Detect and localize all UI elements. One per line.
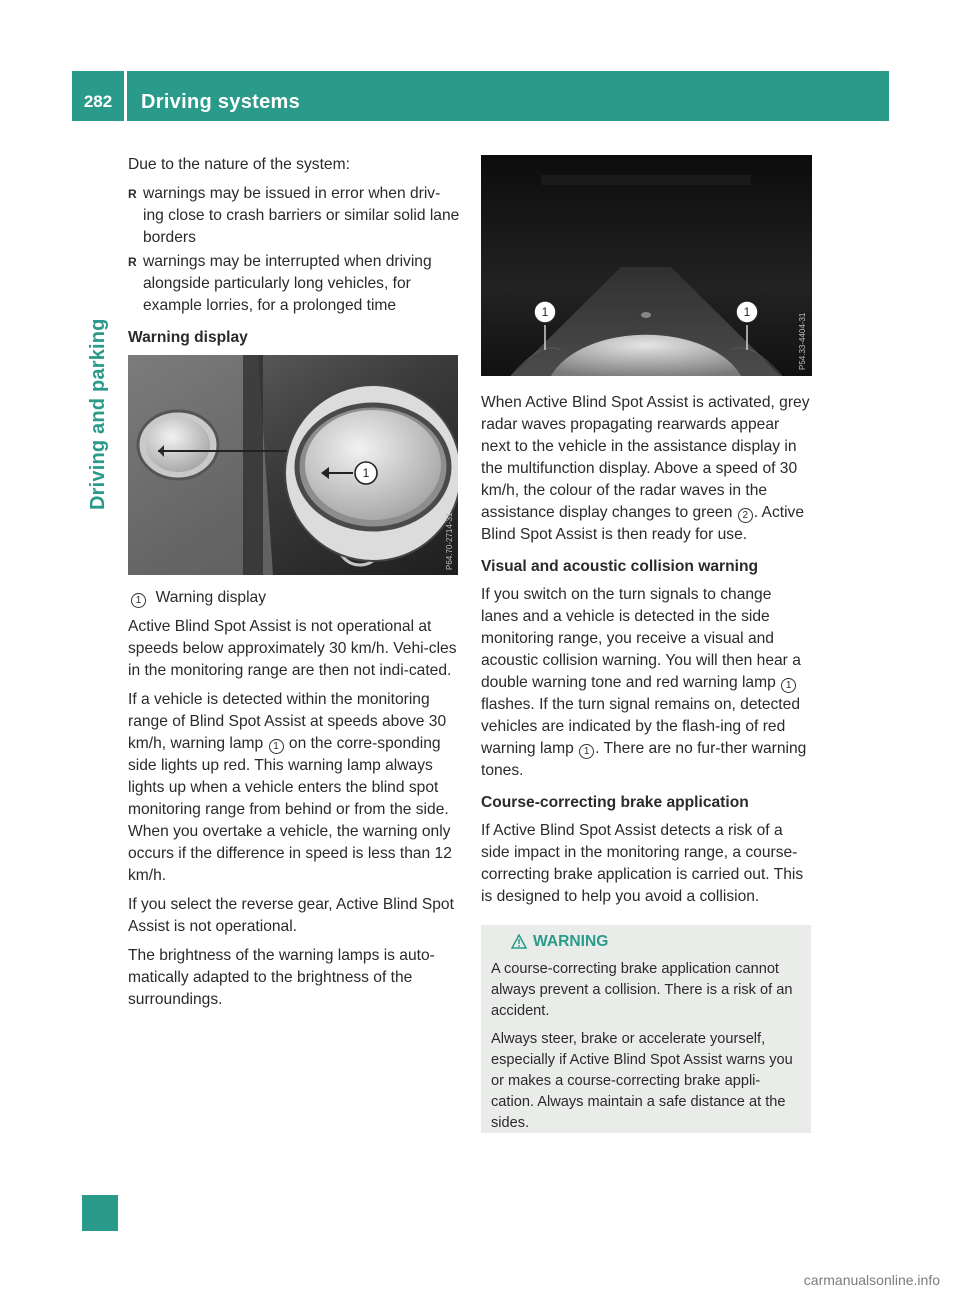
text-span: on the corre-sponding side lights up red. This warning lamp always lights up when a vehicle enters the blind spot monitoring range from behind or from the side. When you overtake a vehicle, the warning only occurs if the difference in speed is less than 12 km/h. xyxy=(128,735,452,884)
bullet-item: R warnings may be issued in error when driv-ing close to crash barriers or similar solid lane borders xyxy=(128,183,460,249)
side-tab-label: Driving and parking xyxy=(87,318,109,510)
mirror-figure xyxy=(128,355,458,575)
right-column xyxy=(481,392,812,915)
text-span: . Active Blind Spot Assist is then ready for use. xyxy=(481,504,805,543)
header-divider xyxy=(124,71,127,121)
callout-number: 1 xyxy=(269,739,284,754)
text-span: flashes. If the turn signal remains on, detected vehicles are indicated by the flash-ing of red warning lamp xyxy=(481,696,800,757)
page-number: 282 xyxy=(83,92,113,111)
paragraph xyxy=(481,584,812,782)
text-span: If you switch on the turn signals to change lanes and a vehicle is detected in the side monitoring range, you receive a visual and acoustic collision warning. You will then hear a double warning tone and red warning lamp xyxy=(481,586,801,691)
text-span: When Active Blind Spot Assist is activated, grey radar waves propagating rearwards appear next to the vehicle in the assistance display in the multifunction display. Above a speed of 30 km/h, the colour of the radar waves in the assistance display changes to green xyxy=(481,394,810,521)
watermark: carmanualsonline.info xyxy=(803,1272,940,1288)
figure-callout-right: 1 xyxy=(743,305,751,319)
figure-callout-left: 1 xyxy=(541,305,549,319)
figure-code: P54.33-4404-31 xyxy=(798,312,807,370)
radar-display-illustration xyxy=(481,155,812,376)
callout-number: 1 xyxy=(781,678,796,693)
left-column xyxy=(128,154,460,1018)
heading-collision-warning: Visual and acoustic collision warning xyxy=(481,558,759,575)
paragraph xyxy=(481,392,812,546)
section-title: Driving systems xyxy=(141,91,301,113)
warning-header xyxy=(491,929,803,955)
caption-text: Warning display xyxy=(155,589,267,606)
side-tab xyxy=(85,152,115,512)
intro-text: Due to the nature of the system: xyxy=(128,156,350,173)
radar-figure xyxy=(481,155,812,376)
figure-code: P64.70-2714-31 xyxy=(445,512,454,570)
mirror-illustration xyxy=(128,355,458,575)
figure-callout: 1 xyxy=(362,466,370,480)
paragraph: Active Blind Spot Assist is not operational at speeds below approximately 30 km/h. Vehi-cles in the monitoring range are then not indi-cated. xyxy=(128,618,457,679)
warning-title: WARNING xyxy=(533,933,609,950)
side-tab-marker xyxy=(82,1195,118,1231)
paragraph: If Active Blind Spot Assist detects a risk of a side impact in the monitoring range, a course-correcting brake application is carried out. This is designed to help you avoid a collision. xyxy=(481,822,804,905)
warning-text: Always steer, brake or accelerate yourself, especially if Active Blind Spot Assist warns you or makes a course-correcting brake appli-cation. Always maintain a safe distance at the sides. xyxy=(491,1031,793,1131)
paragraph xyxy=(128,689,460,887)
warning-text: A course-correcting brake application cannot always prevent a collision. There is a risk of an accident. xyxy=(491,961,793,1019)
callout-number: 2 xyxy=(738,508,753,523)
bullet-item: R warnings may be interrupted when driving alongside particularly long vehicles, for example lorries, for a prolonged time xyxy=(128,251,460,317)
text-span: . There are no fur-ther warning tones. xyxy=(481,740,807,779)
callout-number: 1 xyxy=(579,744,594,759)
heading-brake-application: Course-correcting brake application xyxy=(481,794,749,811)
figure-caption xyxy=(128,587,460,609)
text-span: If a vehicle is detected within the monitoring range of Blind Spot Assist at speeds above 30 km/h, warning lamp xyxy=(128,691,447,752)
warning-box xyxy=(481,925,811,1133)
paragraph: If you select the reverse gear, Active Blind Spot Assist is not operational. xyxy=(128,896,454,935)
warning-triangle-icon xyxy=(511,934,527,949)
paragraph: The brightness of the warning lamps is auto-matically adapted to the brightness of the surroundings. xyxy=(128,947,435,1008)
callout-number: 1 xyxy=(131,593,146,608)
heading-warning-display: Warning display xyxy=(128,329,248,346)
